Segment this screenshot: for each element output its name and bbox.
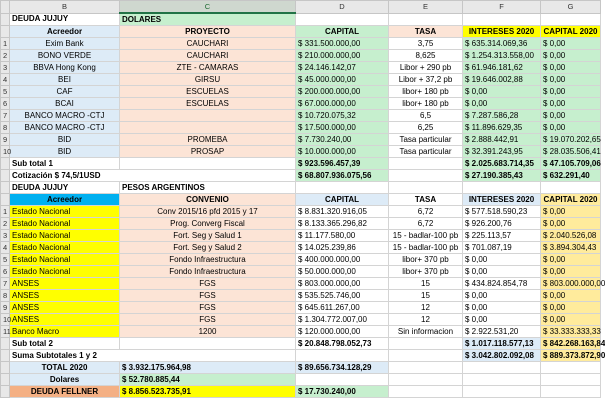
row-number: 9 — [1, 134, 10, 146]
capital-cell[interactable]: $ 17.500.000,00 — [296, 122, 389, 134]
row-number: 2 — [1, 218, 10, 230]
subtotal1-capital[interactable]: $ 923.596.457,39 — [296, 158, 389, 170]
deuda-fellner-row — [1, 386, 601, 398]
row-number: 8 — [1, 122, 10, 134]
tasa-cell[interactable]: 15 — [389, 278, 463, 290]
capital-2020-cell[interactable]: $ 0,00 — [541, 254, 601, 266]
acreedor-cell[interactable]: Estado Nacional — [10, 218, 120, 230]
convenio-cell[interactable]: FGS — [120, 314, 296, 326]
acreedor-cell[interactable]: BEI — [10, 74, 120, 86]
intereses-cell[interactable]: $ 0,00 — [463, 302, 541, 314]
capital-2020-cell[interactable]: $ 0,00 — [541, 266, 601, 278]
proyecto-cell[interactable] — [120, 110, 296, 122]
header-acreedor[interactable]: Acreedor — [10, 26, 120, 38]
acreedor-cell[interactable]: Estado Nacional — [10, 254, 120, 266]
tasa-cell[interactable]: Tasa particular — [389, 134, 463, 146]
tasa-cell[interactable]: libor+ 370 pb — [389, 254, 463, 266]
dolares-label[interactable]: Dolares — [10, 374, 120, 386]
acreedor-cell[interactable]: CAF — [10, 86, 120, 98]
capital-2020-cell[interactable]: $ 0,00 — [541, 206, 601, 218]
acreedor-cell[interactable]: Estado Nacional — [10, 242, 120, 254]
tasa-cell[interactable]: Libor + 290 pb — [389, 62, 463, 74]
section2-row — [1, 302, 601, 314]
capital-cell[interactable]: $ 8.133.365.296,82 — [296, 218, 389, 230]
row-number: 4 — [1, 74, 10, 86]
acreedor-cell[interactable]: Estado Nacional — [10, 266, 120, 278]
tasa-cell[interactable]: libor+ 370 pb — [389, 266, 463, 278]
capital-2020-cell[interactable]: $ 3.894.304,43 — [541, 242, 601, 254]
intereses-cell[interactable]: $ 0,00 — [463, 266, 541, 278]
header2-convenio[interactable]: CONVENIO — [120, 194, 296, 206]
header-capital[interactable]: CAPITAL — [296, 26, 389, 38]
section1-row — [1, 110, 601, 122]
proyecto-cell[interactable]: GIRSU — [120, 74, 296, 86]
section1-currency[interactable]: DOLARES — [120, 13, 296, 26]
row-number: 6 — [1, 98, 10, 110]
cotizacion-label[interactable]: Cotización $ 74,5/1USD — [10, 170, 296, 182]
section1-row — [1, 122, 601, 134]
intereses-cell[interactable]: $ 926.200,76 — [463, 218, 541, 230]
tasa-cell[interactable]: Sin informacion — [389, 326, 463, 338]
intereses-cell[interactable]: $ 701.087,19 — [463, 242, 541, 254]
tasa-cell[interactable]: libor+ 180 pb — [389, 86, 463, 98]
tasa-cell[interactable]: 6,5 — [389, 110, 463, 122]
subtotal2-capital-2020[interactable]: $ 842.268.163,84 — [541, 338, 601, 350]
tasa-cell[interactable]: 3,75 — [389, 38, 463, 50]
section1-row — [1, 134, 601, 146]
column-header-d[interactable]: D — [296, 1, 389, 14]
convenio-cell[interactable]: Fort. Seg y Salud 1 — [120, 230, 296, 242]
tasa-cell[interactable]: 6,72 — [389, 218, 463, 230]
row-number: 6 — [1, 266, 10, 278]
acreedor-cell[interactable]: Banco Macro — [10, 326, 120, 338]
suma-capital-2020[interactable]: $ 889.373.872,90 — [541, 350, 601, 362]
column-header-b[interactable]: B — [10, 1, 120, 14]
section2-row — [1, 218, 601, 230]
row-number: 7 — [1, 110, 10, 122]
proyecto-cell[interactable]: PROSAP — [120, 146, 296, 158]
capital-cell[interactable]: $ 14.025.239,86 — [296, 242, 389, 254]
intereses-cell[interactable]: $ 0,00 — [463, 290, 541, 302]
section1-row — [1, 146, 601, 158]
intereses-cell[interactable]: $ 61.946.181,62 — [463, 62, 541, 74]
convenio-cell[interactable]: FGS — [120, 278, 296, 290]
acreedor-cell[interactable]: ANSES — [10, 290, 120, 302]
capital-2020-cell[interactable]: $ 803.000.000,00 — [541, 278, 601, 290]
capital-2020-cell[interactable]: $ 0,00 — [541, 290, 601, 302]
cotizacion-intereses[interactable]: $ 27.190.385,43 — [463, 170, 541, 182]
acreedor-cell[interactable]: BBVA Hong Kong — [10, 62, 120, 74]
select-all-corner[interactable] — [1, 1, 10, 14]
subtotal1-intereses[interactable]: $ 2.025.683.714,35 — [463, 158, 541, 170]
section1-header-row — [1, 26, 601, 38]
acreedor-cell[interactable]: ANSES — [10, 278, 120, 290]
section2-row — [1, 314, 601, 326]
row-number: 2 — [1, 50, 10, 62]
sheet-body — [1, 1, 605, 398]
section2-row — [1, 230, 601, 242]
subtotal2-capital[interactable]: $ 20.848.798.052,73 — [296, 338, 389, 350]
tasa-cell[interactable]: 8,625 — [389, 50, 463, 62]
section1-title[interactable]: DEUDA JUJUY — [10, 13, 120, 26]
capital-cell[interactable]: $ 10.000.000,00 — [296, 146, 389, 158]
section1-row — [1, 98, 601, 110]
section2-title-row — [1, 182, 601, 194]
capital-cell[interactable]: $ 67.000.000,00 — [296, 98, 389, 110]
suma-intereses[interactable]: $ 3.042.802.092,08 — [463, 350, 541, 362]
column-header-f[interactable]: F — [463, 1, 541, 14]
intereses-cell[interactable]: $ 0,00 — [463, 254, 541, 266]
tasa-cell[interactable]: Libor + 37,2 pb — [389, 74, 463, 86]
capital-cell[interactable]: $ 8.831.320.916,05 — [296, 206, 389, 218]
column-header-row — [1, 1, 601, 14]
convenio-cell[interactable]: Prog. Converg Fiscal — [120, 218, 296, 230]
row-number: 9 — [1, 302, 10, 314]
section2-title[interactable]: DEUDA JUJUY — [10, 182, 120, 194]
acreedor-cell[interactable]: BCAI — [10, 98, 120, 110]
capital-2020-cell[interactable]: $ 0,00 — [541, 98, 601, 110]
tasa-cell[interactable]: 6,25 — [389, 122, 463, 134]
capital-2020-cell[interactable]: $ 0,00 — [541, 50, 601, 62]
row-number: 10 — [1, 146, 10, 158]
header2-acreedor[interactable]: Acreedor — [10, 194, 120, 206]
convenio-cell[interactable]: Fort. Seg y Salud 2 — [120, 242, 296, 254]
acreedor-cell[interactable]: Exim Bank — [10, 38, 120, 50]
section1-row — [1, 74, 601, 86]
header2-tasa[interactable]: TASA — [389, 194, 463, 206]
intereses-cell[interactable]: $ 11.896.629,35 — [463, 122, 541, 134]
intereses-cell[interactable]: $ 7.287.586,28 — [463, 110, 541, 122]
header-tasa[interactable]: TASA — [389, 26, 463, 38]
header2-capital-2020[interactable]: CAPITAL 2020 — [541, 194, 601, 206]
capital-cell[interactable]: $ 400.000.000,00 — [296, 254, 389, 266]
capital-cell[interactable]: $ 331.500.000,00 — [296, 38, 389, 50]
total-capital-d[interactable]: $ 89.656.734.128,29 — [296, 362, 389, 374]
section1-row — [1, 38, 601, 50]
fellner-label[interactable]: DEUDA FELLNER — [10, 386, 120, 398]
capital-cell[interactable]: $ 803.000.000,00 — [296, 278, 389, 290]
convenio-cell[interactable]: FGS — [120, 290, 296, 302]
intereses-cell[interactable]: $ 0,00 — [463, 98, 541, 110]
convenio-cell[interactable]: FGS — [120, 302, 296, 314]
section2-header-row — [1, 194, 601, 206]
subtotal2-label[interactable]: Sub total 2 — [10, 338, 120, 350]
subtotal2-intereses[interactable]: $ 1.017.118.577,13 — [463, 338, 541, 350]
section2-row — [1, 206, 601, 218]
acreedor-cell[interactable]: Estado Nacional — [10, 206, 120, 218]
tasa-cell[interactable]: 15 — [389, 290, 463, 302]
tasa-cell[interactable]: libor+ 180 pb — [389, 98, 463, 110]
capital-2020-cell[interactable]: $ 19.070.202,65 — [541, 134, 601, 146]
intereses-cell[interactable]: $ 19.646.002,88 — [463, 74, 541, 86]
row-number: 4 — [1, 242, 10, 254]
cotizacion-row — [1, 170, 601, 182]
row-number: 8 — [1, 290, 10, 302]
capital-cell[interactable]: $ 1.304.772.007,00 — [296, 314, 389, 326]
capital-cell[interactable]: $ 535.525.746,00 — [296, 290, 389, 302]
capital-cell[interactable]: $ 45.000.000,00 — [296, 74, 389, 86]
proyecto-cell[interactable]: ESCUELAS — [120, 98, 296, 110]
tasa-cell[interactable]: 12 — [389, 302, 463, 314]
capital-cell[interactable]: $ 24.146.142,07 — [296, 62, 389, 74]
capital-2020-cell[interactable]: $ 0,00 — [541, 62, 601, 74]
capital-cell[interactable]: $ 7.730.240,00 — [296, 134, 389, 146]
section1-row — [1, 50, 601, 62]
intereses-cell[interactable]: $ 2.888.442,91 — [463, 134, 541, 146]
tasa-cell[interactable]: 15 - badlar-100 pb — [389, 242, 463, 254]
capital-2020-cell[interactable]: $ 0,00 — [541, 122, 601, 134]
section2-subtotal-row — [1, 338, 601, 350]
convenio-cell[interactable]: Fondo Infraestructura — [120, 266, 296, 278]
proyecto-cell[interactable] — [120, 122, 296, 134]
acreedor-cell[interactable]: BID — [10, 134, 120, 146]
intereses-cell[interactable]: $ 225.113,57 — [463, 230, 541, 242]
total-label[interactable]: TOTAL 2020 — [10, 362, 120, 374]
capital-2020-cell[interactable]: $ 0,00 — [541, 218, 601, 230]
total-capital-c[interactable]: $ 3.932.175.964,98 — [120, 362, 296, 374]
header-proyecto[interactable]: PROYECTO — [120, 26, 296, 38]
row-number: 1 — [1, 206, 10, 218]
row-number: 11 — [1, 326, 10, 338]
row-number: 5 — [1, 254, 10, 266]
capital-cell[interactable]: $ 10.720.075,32 — [296, 110, 389, 122]
tasa-cell[interactable]: 6,72 — [389, 206, 463, 218]
capital-2020-cell[interactable]: $ 0,00 — [541, 38, 601, 50]
capital-2020-cell[interactable]: $ 0,00 — [541, 314, 601, 326]
section1-row — [1, 62, 601, 74]
acreedor-cell[interactable]: BONO VERDE — [10, 50, 120, 62]
proyecto-cell[interactable]: ESCUELAS — [120, 86, 296, 98]
intereses-cell[interactable]: $ 1.254.313.558,00 — [463, 50, 541, 62]
column-header-e[interactable]: E — [389, 1, 463, 14]
section2-row — [1, 266, 601, 278]
row-number: 1 — [1, 38, 10, 50]
intereses-cell[interactable]: $ 577.518.590,23 — [463, 206, 541, 218]
acreedor-cell[interactable]: Estado Nacional — [10, 230, 120, 242]
section2-row — [1, 326, 601, 338]
header-intereses[interactable]: INTERESES 2020 — [463, 26, 541, 38]
section2-row — [1, 242, 601, 254]
section1-title-row — [1, 13, 601, 26]
proyecto-cell[interactable]: CAUCHARI — [120, 38, 296, 50]
dolares-row — [1, 374, 601, 386]
intereses-cell[interactable]: $ 0,00 — [463, 86, 541, 98]
capital-2020-cell[interactable]: $ 0,00 — [541, 110, 601, 122]
convenio-cell[interactable]: Conv 2015/16 pfd 2015 y 17 — [120, 206, 296, 218]
capital-2020-cell[interactable]: $ 33.333.333,33 — [541, 326, 601, 338]
acreedor-cell[interactable]: ANSES — [10, 302, 120, 314]
subtotal1-label[interactable]: Sub total 1 — [10, 158, 120, 170]
capital-2020-cell[interactable]: $ 2.040.526,08 — [541, 230, 601, 242]
row-number: 5 — [1, 86, 10, 98]
tasa-cell[interactable]: 15 - badlar-100 pb — [389, 230, 463, 242]
capital-cell[interactable]: $ 200.000.000,00 — [296, 86, 389, 98]
intereses-cell[interactable]: $ 0,00 — [463, 314, 541, 326]
section1-subtotal-row — [1, 158, 601, 170]
capital-cell[interactable]: $ 11.177.580,00 — [296, 230, 389, 242]
capital-cell[interactable]: $ 50.000.000,00 — [296, 266, 389, 278]
proyecto-cell[interactable]: CAUCHARI — [120, 50, 296, 62]
intereses-cell[interactable]: $ 2.922.531,20 — [463, 326, 541, 338]
row-number: 7 — [1, 278, 10, 290]
capital-2020-cell[interactable]: $ 0,00 — [541, 302, 601, 314]
row-number: 10 — [1, 314, 10, 326]
proyecto-cell[interactable]: ZTE - CAMARAS — [120, 62, 296, 74]
suma-label[interactable]: Suma Subtotales 1 y 2 — [10, 350, 296, 362]
capital-cell[interactable]: $ 210.000.000,00 — [296, 50, 389, 62]
header2-intereses[interactable]: INTERESES 2020 — [463, 194, 541, 206]
fellner-value-d[interactable]: $ 17.730.240,00 — [296, 386, 389, 398]
total-2020-row — [1, 362, 601, 374]
section2-row — [1, 290, 601, 302]
section2-row — [1, 254, 601, 266]
intereses-cell[interactable]: $ 635.314.069,36 — [463, 38, 541, 50]
convenio-cell[interactable]: 1200 — [120, 326, 296, 338]
capital-2020-cell[interactable]: $ 0,00 — [541, 74, 601, 86]
section1-row — [1, 86, 601, 98]
section2-currency[interactable]: PESOS ARGENTINOS — [120, 182, 296, 194]
acreedor-cell[interactable]: BANCO MACRO -CTJ — [10, 122, 120, 134]
row-number: 3 — [1, 230, 10, 242]
cotizacion-capital-2020[interactable]: $ 632.291,40 — [541, 170, 601, 182]
subtotal1-capital-2020[interactable]: $ 47.105.709,06 — [541, 158, 601, 170]
convenio-cell[interactable]: Fondo Infraestructura — [120, 254, 296, 266]
proyecto-cell[interactable]: PROMEBA — [120, 134, 296, 146]
dolares-value[interactable]: $ 52.780.885,44 — [120, 374, 296, 386]
header2-capital[interactable]: CAPITAL — [296, 194, 389, 206]
header-capital-2020[interactable]: CAPITAL 2020 — [541, 26, 601, 38]
acreedor-cell[interactable]: BID — [10, 146, 120, 158]
intereses-cell[interactable]: $ 434.824.854,78 — [463, 278, 541, 290]
acreedor-cell[interactable]: ANSES — [10, 314, 120, 326]
capital-2020-cell[interactable]: $ 28.035.506,41 — [541, 146, 601, 158]
capital-cell[interactable]: $ 645.611.267,00 — [296, 302, 389, 314]
column-header-c[interactable]: C — [120, 1, 296, 14]
tasa-cell[interactable]: Tasa particular — [389, 146, 463, 158]
suma-subtotales-row — [1, 350, 601, 362]
column-header-g[interactable]: G — [541, 1, 601, 14]
section2-row — [1, 278, 601, 290]
cotizacion-capital[interactable]: $ 68.807.936.075,56 — [296, 170, 389, 182]
acreedor-cell[interactable]: BANCO MACRO -CTJ — [10, 110, 120, 122]
tasa-cell[interactable]: 12 — [389, 314, 463, 326]
fellner-value-c[interactable]: $ 8.856.523.735,91 — [120, 386, 296, 398]
row-number: 3 — [1, 62, 10, 74]
intereses-cell[interactable]: $ 32.391.243,95 — [463, 146, 541, 158]
capital-cell[interactable]: $ 120.000.000,00 — [296, 326, 389, 338]
capital-2020-cell[interactable]: $ 0,00 — [541, 86, 601, 98]
